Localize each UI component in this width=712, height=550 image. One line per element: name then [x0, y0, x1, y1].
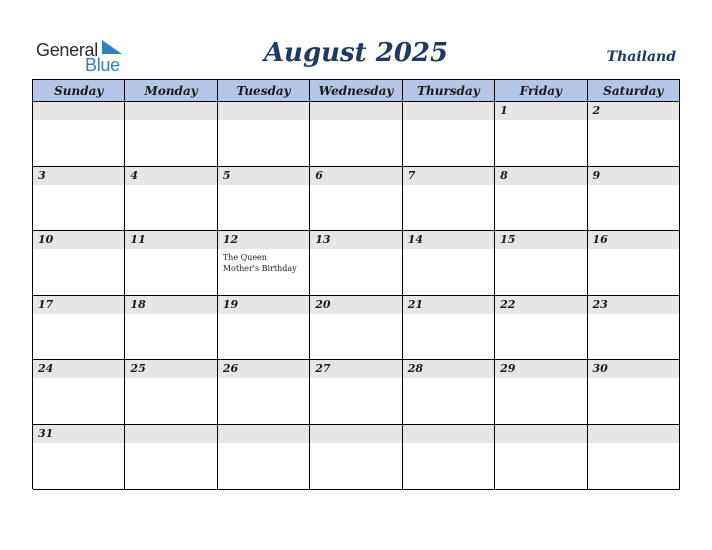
day-number-band — [495, 296, 586, 314]
day-cell[interactable] — [218, 296, 310, 361]
day-cell[interactable] — [125, 296, 217, 361]
day-cell[interactable] — [125, 425, 217, 490]
day-number-band — [125, 296, 216, 314]
day-number: 6 — [315, 168, 323, 182]
day-cell[interactable] — [125, 360, 217, 425]
weekday-header-row — [33, 80, 680, 102]
logo-word-blue: Blue — [85, 55, 120, 75]
day-cell[interactable] — [588, 231, 680, 296]
day-cell[interactable] — [310, 231, 402, 296]
day-number-band — [403, 102, 494, 120]
week-row — [33, 231, 680, 296]
day-cell[interactable] — [495, 231, 587, 296]
day-number: 1 — [500, 104, 508, 117]
day-number: 14 — [407, 233, 423, 247]
day-cell[interactable] — [495, 360, 587, 425]
day-cell[interactable] — [125, 231, 217, 296]
day-number-band — [588, 360, 679, 378]
weekday-header-saturday: Saturday — [588, 80, 680, 102]
day-cell[interactable] — [495, 102, 587, 167]
day-number: 25 — [130, 362, 146, 376]
day-number: 23 — [592, 297, 608, 311]
day-number: 15 — [500, 233, 516, 247]
day-cell[interactable] — [33, 167, 125, 232]
week-row — [33, 102, 680, 167]
holiday-event: The Queen Mother's Birthday — [222, 253, 297, 274]
weekday-header-tuesday: Tuesday — [218, 80, 310, 102]
day-number: 4 — [130, 168, 139, 182]
day-number-band — [403, 360, 494, 378]
day-number: 24 — [38, 362, 54, 376]
day-cell[interactable] — [310, 425, 402, 490]
day-cell[interactable] — [588, 425, 680, 490]
day-number: 11 — [130, 233, 146, 247]
day-cell[interactable] — [33, 425, 125, 490]
day-number: 16 — [592, 233, 608, 247]
day-number-band — [310, 102, 401, 120]
day-cell[interactable] — [310, 102, 402, 167]
day-number-band — [218, 296, 309, 314]
day-number-band — [310, 425, 401, 443]
day-number: 17 — [38, 297, 54, 311]
day-cell[interactable] — [495, 425, 587, 490]
weekday-header-thursday: Thursday — [403, 80, 495, 102]
day-number: 2 — [592, 104, 601, 117]
day-number-band — [495, 425, 586, 443]
day-cell[interactable] — [403, 425, 495, 490]
day-cell[interactable] — [125, 167, 217, 232]
day-number-band — [403, 231, 494, 249]
day-cell[interactable] — [125, 102, 217, 167]
day-number: 7 — [407, 168, 416, 182]
day-number-band — [495, 231, 586, 249]
country-label: Thailand — [606, 49, 676, 65]
week-row — [33, 167, 680, 232]
day-cell[interactable] — [218, 102, 310, 167]
day-number: 10 — [38, 233, 54, 247]
calendar-title: August 2025 — [263, 38, 449, 68]
day-number: 22 — [500, 297, 516, 311]
day-cell[interactable] — [33, 231, 125, 296]
day-number-band — [403, 167, 494, 185]
day-number-band — [310, 296, 401, 314]
day-cell[interactable] — [310, 167, 402, 232]
weekday-header-wednesday: Wednesday — [310, 80, 402, 102]
day-number-band — [33, 167, 124, 185]
day-number: 31 — [38, 426, 54, 440]
day-number-band — [495, 167, 586, 185]
day-number-band — [33, 360, 124, 378]
day-number-band — [125, 167, 216, 185]
day-number-band — [588, 425, 679, 443]
day-cell[interactable] — [218, 231, 310, 296]
day-number: 5 — [222, 168, 231, 182]
day-number-band — [403, 425, 494, 443]
day-cell[interactable] — [218, 360, 310, 425]
day-cell[interactable] — [588, 296, 680, 361]
logo-word-general: General — [36, 40, 98, 60]
day-number-band — [125, 102, 216, 120]
day-cell[interactable] — [218, 167, 310, 232]
day-number-band — [310, 231, 401, 249]
day-number: 27 — [315, 362, 331, 376]
day-number-band — [495, 360, 586, 378]
day-number: 19 — [222, 297, 239, 311]
week-row — [33, 296, 680, 361]
day-cell[interactable] — [33, 296, 125, 361]
day-number: 9 — [592, 168, 601, 182]
week-row — [33, 360, 680, 425]
day-cell[interactable] — [218, 425, 310, 490]
day-number: 28 — [407, 362, 423, 376]
weekday-header-sunday: Sunday — [33, 80, 125, 102]
day-cell[interactable] — [588, 360, 680, 425]
day-cell[interactable] — [403, 296, 495, 361]
day-number-band — [588, 231, 679, 249]
day-cell[interactable] — [403, 231, 495, 296]
day-cell[interactable] — [33, 360, 125, 425]
weekday-header-monday: Monday — [125, 80, 217, 102]
day-number: 29 — [500, 362, 516, 376]
day-cell[interactable] — [495, 296, 587, 361]
day-number-band — [33, 425, 124, 443]
day-cell[interactable] — [310, 360, 402, 425]
day-number: 13 — [315, 233, 331, 247]
day-number: 30 — [592, 362, 608, 376]
day-number-band — [125, 425, 216, 443]
weekday-header-friday: Friday — [495, 80, 587, 102]
day-number-band — [218, 425, 309, 443]
day-number: 26 — [222, 362, 239, 376]
day-number-band — [218, 360, 309, 378]
day-cell[interactable] — [403, 167, 495, 232]
day-cell[interactable] — [495, 167, 587, 232]
day-number-band — [310, 167, 401, 185]
day-number-band — [218, 167, 309, 185]
day-number: 3 — [38, 168, 46, 182]
weeks-container — [33, 102, 680, 490]
day-number-band — [33, 231, 124, 249]
day-cell[interactable] — [403, 360, 495, 425]
day-cell[interactable] — [33, 102, 125, 167]
day-number: 12 — [222, 233, 239, 247]
day-number-band — [588, 296, 679, 314]
day-number-band — [495, 102, 586, 120]
day-cell[interactable] — [310, 296, 402, 361]
day-number-band — [125, 231, 216, 249]
week-row — [33, 425, 680, 490]
day-cell[interactable] — [403, 102, 495, 167]
day-number-band — [588, 167, 679, 185]
month-calendar-grid — [32, 79, 680, 489]
day-cell[interactable] — [588, 167, 680, 232]
day-number-band — [588, 102, 679, 120]
day-number-band — [125, 360, 216, 378]
day-number: 21 — [407, 297, 423, 311]
day-number-band — [33, 102, 124, 120]
day-number-band — [33, 296, 124, 314]
day-number: 18 — [130, 297, 146, 311]
day-cell[interactable] — [588, 102, 680, 167]
day-number-band — [218, 231, 309, 249]
day-number-band — [310, 360, 401, 378]
day-number: 8 — [500, 168, 508, 182]
day-number: 20 — [315, 297, 331, 311]
day-number-band — [218, 102, 309, 120]
day-number-band — [403, 296, 494, 314]
